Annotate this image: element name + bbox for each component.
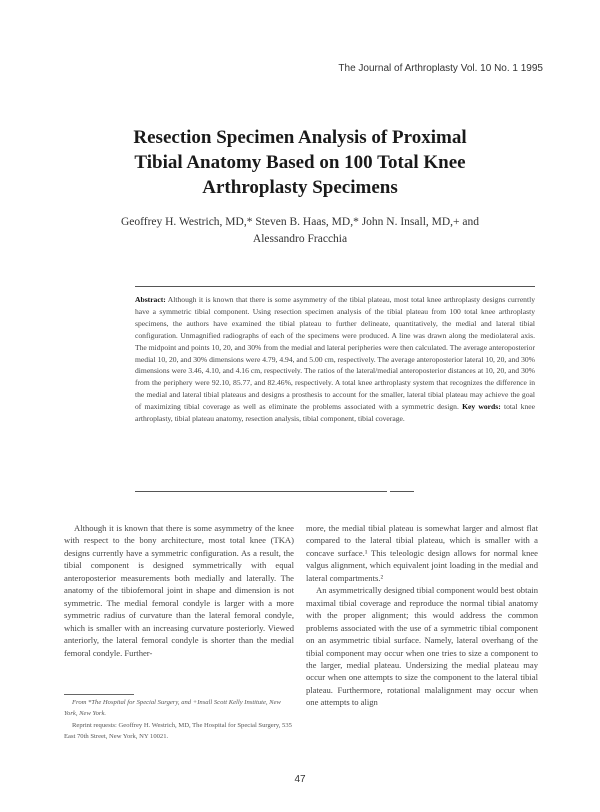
abstract-bottom-rule <box>135 491 387 492</box>
abstract-text: Although it is known that there is some asymmetry of the tibial plateau, most total knee arthroplasty designs currently have a symmetric tibial component. Using resection specimen analysis of the tibial plateau from 100 total knee arthroplasty specimens, the authors have examined the tibial plateau to further delineate, quantitatively, the medial and lateral tibial configuration. Unmagnified radiographs of each of the specimens were produced. A line was drawn along the mediolateral axis. The midpoint and points 10, 20, and 30% from the medial and lateral peripheries were then calculated. The average anteroposterior medial 10, 20, and 30% dimensions were 4.79, 4.94, and 5.00 cm, respectively. The average anteroposterior lateral 10, 20, and 30% dimensions were 3.46, 4.10, and 4.16 cm, respectively. The ratios of the lateral/medial anteroposterior distances at 10, 20, and 30% from the periphery were 92.10, 85.77, and 82.46%, respectively. A total knee arthroplasty system that recognizes the difference in the medial and lateral tibial plateaus and designs a prosthesis to account for the smaller, lateral tibial plateau may achieve the goal of maximizing tibial coverage as well as eliminate the problems associated with a symmetric design. <box>135 295 536 412</box>
article-title <box>60 125 540 200</box>
abstract-bottom-rule-dash <box>390 491 414 492</box>
footnotes <box>64 698 294 744</box>
title-line-1: Resection Specimen Analysis of Proximal <box>133 127 467 148</box>
body-paragraph: An asymmetrically designed tibial component would best obtain maximal tibial coverage and reproduce the normal tibial anatomy with the proper alignment; this would address the common problems associated with the use of a symmetric tibial component on an asymmetric tibial surface. Namely, lateral overhang of the tibial component may occur when one tries to size a component to the larger, medial plateau. Undersizing the medial plateau may occur when one attempts to size the component to the lateral tibial plateau. Furthermore, rotational malalignment may occur when one attempts to align <box>306 585 538 708</box>
body-column-right <box>306 522 538 709</box>
authors-line-1: Geoffrey H. Westrich, MD,* Steven B. Haas, MD,* John N. Insall, MD,+ and <box>120 216 480 228</box>
footnote-affiliation: From *The Hospital for Special Surgery, and +Insall Scott Kelly Institute, New York, New York. <box>64 699 281 717</box>
footnote-reprints: Reprint requests: Geoffrey H. Westrich, MD, The Hospital for Special Surgery, 535 East 70th Street, New York, NY 10021. <box>64 722 292 740</box>
journal-header: The Journal of Arthroplasty Vol. 10 No. 1 1995 <box>338 63 543 74</box>
abstract-top-rule <box>135 286 535 287</box>
author-list <box>95 214 505 248</box>
keywords-label: Key words: <box>462 402 501 412</box>
title-line-3: Arthroplasty Specimens <box>202 177 398 198</box>
footnote-rule <box>64 694 134 695</box>
abstract <box>135 294 535 425</box>
body-paragraph: Although it is known that there is some asymmetry of the knee with respect to the bony architecture, most total knee (TKA) designs currently have a symmetric configuration. As a result, the tibial component is designed symmetrically with equal anteroposterior measurements both medially and laterally. The anatomy of the tibiofemoral joint in shape and dimension is not symmetric. The medial femoral condyle is larger with a more symmetric radius of curvature than the lateral femoral condyle, which is smaller with an increasing curvature posteriorly. Viewed anteriorly, the lateral femoral condyle is shorter than the medial femoral condyle. Further- <box>64 523 294 658</box>
page-number: 47 <box>294 774 306 785</box>
body-column-left <box>64 522 294 659</box>
title-line-2: Tibial Anatomy Based on 100 Total Knee <box>134 152 466 173</box>
abstract-label: Abstract: <box>135 295 166 304</box>
authors-line-2: Alessandro Fracchia <box>252 233 348 245</box>
body-paragraph-continued: more, the medial tibial plateau is somewhat larger and almost flat compared to the lateral tibial plateau, which is smaller with a concave surface.¹ This teleologic design allows for normal knee valgus alignment, which equivalent joint loading in the medial and lateral compartments.² <box>306 523 538 583</box>
keywords-text: total knee arthroplasty, tibial plateau anatomy, resection analysis, tibial component, tibial coverage. <box>135 402 535 424</box>
